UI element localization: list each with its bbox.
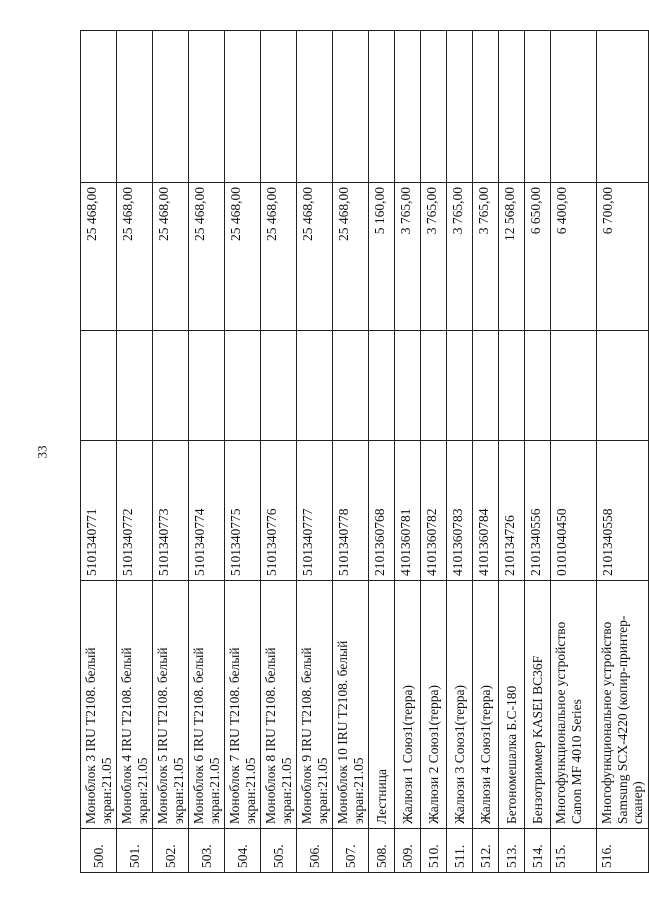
empty-cell xyxy=(473,31,499,183)
table-row xyxy=(473,31,499,873)
empty-cell xyxy=(333,31,369,183)
inventory-code: 4101360784 xyxy=(473,441,499,581)
item-name: Моноблок 9 IRU T2108. белый экран:21.05 xyxy=(297,581,333,829)
table-row xyxy=(499,31,525,873)
empty-cell xyxy=(525,331,551,441)
empty-cell xyxy=(225,331,261,441)
empty-cell xyxy=(261,31,297,183)
row-number: 500. xyxy=(81,829,117,873)
inventory-code: 2101360768 xyxy=(369,441,395,581)
table-row xyxy=(261,31,297,873)
item-price: 25 468,00 xyxy=(333,183,369,331)
row-number: 516. xyxy=(597,829,649,873)
table-row xyxy=(225,31,261,873)
item-price: 25 468,00 xyxy=(225,183,261,331)
item-name: Жалюзи 1 Союз1(терра) xyxy=(395,581,421,829)
item-price: 25 468,00 xyxy=(189,183,225,331)
inventory-code: 5101340778 xyxy=(333,441,369,581)
page-number-text: 33 xyxy=(34,445,49,459)
item-name: Моноблок 5 IRU T2108. белый экран:21.05 xyxy=(153,581,189,829)
item-name: Бензотриммер KASEI BC36F xyxy=(525,581,551,829)
table-row xyxy=(525,31,551,873)
empty-cell xyxy=(597,331,649,441)
table-row xyxy=(81,31,117,873)
inventory-code: 5101340773 xyxy=(153,441,189,581)
empty-cell xyxy=(153,31,189,183)
inventory-table-wrapper xyxy=(80,31,646,873)
empty-cell xyxy=(297,331,333,441)
row-number: 504. xyxy=(225,829,261,873)
row-number: 507. xyxy=(333,829,369,873)
table-row xyxy=(153,31,189,873)
empty-cell xyxy=(369,31,395,183)
empty-cell xyxy=(189,331,225,441)
empty-cell xyxy=(499,331,525,441)
item-price: 25 468,00 xyxy=(297,183,333,331)
inventory-code: 5101340774 xyxy=(189,441,225,581)
empty-cell xyxy=(153,331,189,441)
item-name: Моноблок 4 IRU T2108. белый экран:21.05 xyxy=(117,581,153,829)
row-number: 510. xyxy=(421,829,447,873)
inventory-code: 5101340776 xyxy=(261,441,297,581)
inventory-code: 210134726 xyxy=(499,441,525,581)
empty-cell xyxy=(81,331,117,441)
item-name: Моноблок 7 IRU T2108. белый экран:21.05 xyxy=(225,581,261,829)
item-price: 12 568,00 xyxy=(499,183,525,331)
inventory-code: 5101340772 xyxy=(117,441,153,581)
item-price: 25 468,00 xyxy=(117,183,153,331)
item-name: Многофункциональное устройство Canon MF 4010 Series xyxy=(551,581,597,829)
item-name: Лестница xyxy=(369,581,395,829)
inventory-code: 4101360783 xyxy=(447,441,473,581)
table-row xyxy=(447,31,473,873)
table-row xyxy=(597,31,649,873)
item-price: 6 400,00 xyxy=(551,183,597,331)
row-number: 505. xyxy=(261,829,297,873)
item-price: 3 765,00 xyxy=(395,183,421,331)
empty-cell xyxy=(447,31,473,183)
row-number: 512. xyxy=(473,829,499,873)
item-name: Многофункциональное устройство Samsung SCX-4220 (копир-принтер-сканер) xyxy=(597,581,649,829)
item-price: 25 468,00 xyxy=(261,183,297,331)
empty-cell xyxy=(395,31,421,183)
table-row xyxy=(117,31,153,873)
empty-cell xyxy=(225,31,261,183)
inventory-code: 2101340556 xyxy=(525,441,551,581)
inventory-code: 2101340558 xyxy=(597,441,649,581)
row-number: 502. xyxy=(153,829,189,873)
empty-cell xyxy=(473,331,499,441)
item-price: 6 700,00 xyxy=(597,183,649,331)
empty-cell xyxy=(525,31,551,183)
table-row xyxy=(551,31,597,873)
row-number: 514. xyxy=(525,829,551,873)
empty-cell xyxy=(117,331,153,441)
inventory-code: 5101340775 xyxy=(225,441,261,581)
inventory-code: 5101340777 xyxy=(297,441,333,581)
row-number: 509. xyxy=(395,829,421,873)
item-price: 6 650,00 xyxy=(525,183,551,331)
empty-cell xyxy=(333,331,369,441)
item-name: Моноблок 10 IRU T2108. белый экран:21.05 xyxy=(333,581,369,829)
item-name: Жалюзи 2 Союз1(терра) xyxy=(421,581,447,829)
empty-cell xyxy=(261,331,297,441)
row-number: 515. xyxy=(551,829,597,873)
row-number: 508. xyxy=(369,829,395,873)
item-name: Жалюзи 3 Союз1(терра) xyxy=(447,581,473,829)
table-row xyxy=(395,31,421,873)
table-row xyxy=(421,31,447,873)
row-number: 513. xyxy=(499,829,525,873)
item-name: Моноблок 8 IRU T2108. белый экран:21.05 xyxy=(261,581,297,829)
row-number: 506. xyxy=(297,829,333,873)
item-price: 3 765,00 xyxy=(447,183,473,331)
empty-cell xyxy=(551,331,597,441)
empty-cell xyxy=(117,31,153,183)
empty-cell xyxy=(551,31,597,183)
empty-cell xyxy=(297,31,333,183)
table-row xyxy=(189,31,225,873)
empty-cell xyxy=(81,31,117,183)
row-number: 511. xyxy=(447,829,473,873)
table-row xyxy=(297,31,333,873)
item-price: 25 468,00 xyxy=(153,183,189,331)
item-name: Бетономешалка Б.С-180 xyxy=(499,581,525,829)
item-name: Моноблок 6 IRU T2108. белый экран:21.05 xyxy=(189,581,225,829)
item-price: 3 765,00 xyxy=(421,183,447,331)
inventory-table-body xyxy=(81,31,649,873)
inventory-code: 4101360782 xyxy=(421,441,447,581)
empty-cell xyxy=(447,331,473,441)
page-number xyxy=(32,440,52,464)
inventory-code: 0101040450 xyxy=(551,441,597,581)
empty-cell xyxy=(369,331,395,441)
table-row xyxy=(369,31,395,873)
item-name: Жалюзи 4 Союз1(терра) xyxy=(473,581,499,829)
row-number: 501. xyxy=(117,829,153,873)
row-number: 503. xyxy=(189,829,225,873)
item-price: 5 160,00 xyxy=(369,183,395,331)
empty-cell xyxy=(421,31,447,183)
item-price: 25 468,00 xyxy=(81,183,117,331)
empty-cell xyxy=(597,31,649,183)
inventory-code: 5101340771 xyxy=(81,441,117,581)
empty-cell xyxy=(189,31,225,183)
item-price: 3 765,00 xyxy=(473,183,499,331)
table-row xyxy=(333,31,369,873)
inventory-table xyxy=(80,30,649,873)
empty-cell xyxy=(499,31,525,183)
empty-cell xyxy=(395,331,421,441)
empty-cell xyxy=(421,331,447,441)
item-name: Моноблок 3 IRU T2108. белый экран:21.05 xyxy=(81,581,117,829)
inventory-code: 4101360781 xyxy=(395,441,421,581)
